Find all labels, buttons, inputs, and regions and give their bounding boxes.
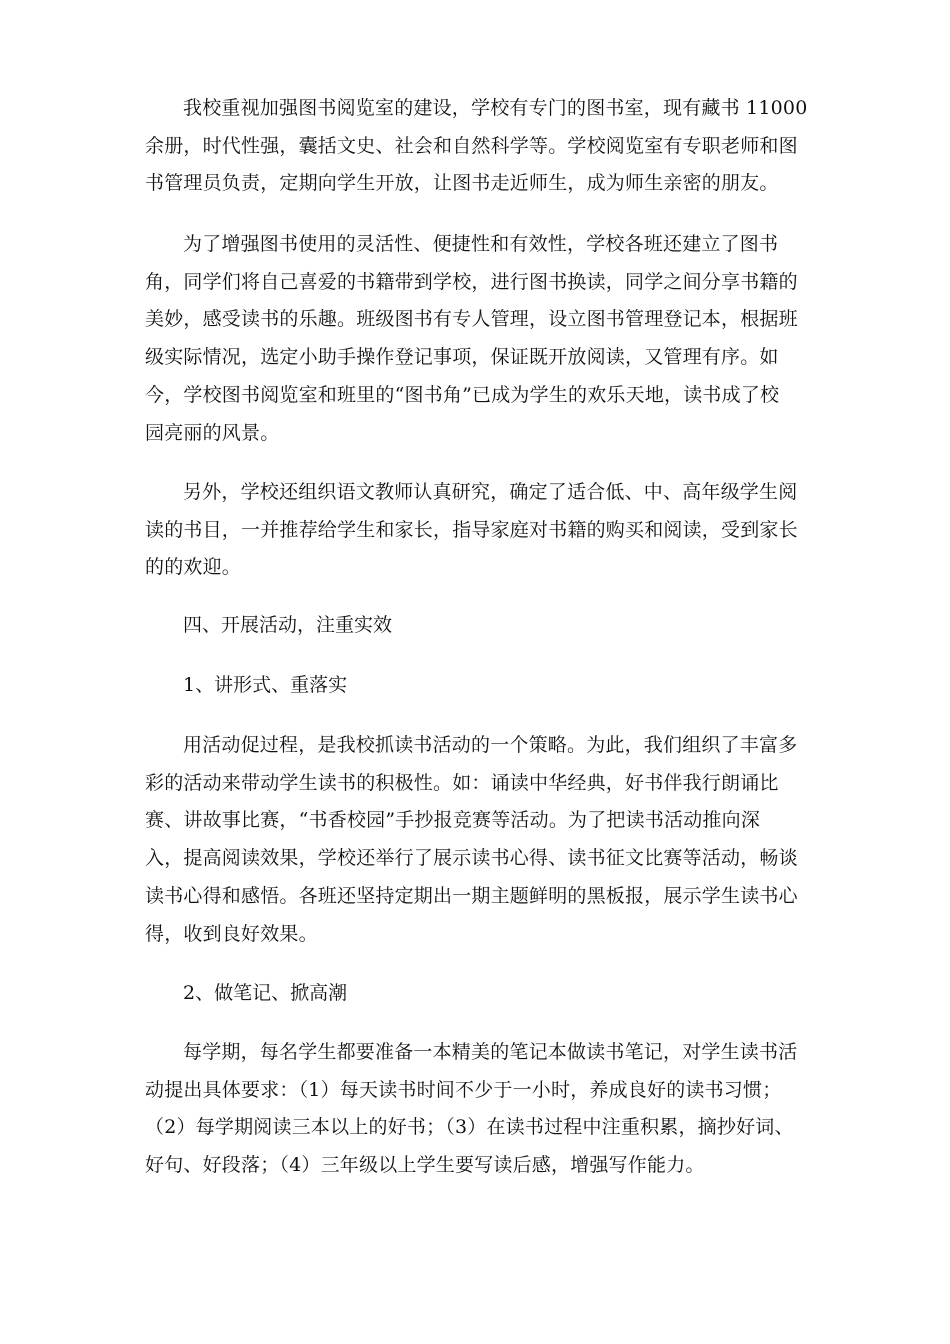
paragraph-book-corner — [145, 226, 815, 452]
text-line: 读的书目，一并推荐给学生和家长，指导家庭对书籍的购买和阅读，受到家长 — [145, 518, 798, 541]
text-line: 得，收到良好效果。 — [145, 922, 318, 945]
text-line: 我校重视加强图书阅览室的建设，学校有专门的图书室，现有藏书 11000 — [183, 97, 808, 119]
heading-text: 2、做笔记、掀高潮 — [183, 982, 348, 1004]
subheading-form-and-practice — [145, 667, 815, 705]
text-line: 书管理员负责，定期向学生开放，让图书走近师生，成为师生亲密的朋友。 — [145, 172, 779, 195]
text-line: 美妙，感受读书的乐趣。班级图书有专人管理，设立图书管理登记本，根据班 — [145, 308, 798, 331]
paragraph-library-construction — [145, 90, 815, 203]
heading-text: 1、讲形式、重落实 — [183, 674, 348, 696]
text-line: 赛、讲故事比赛，“书香校园”手抄报竞赛等活动。为了把读书活动推向深 — [145, 809, 761, 832]
text-line: 彩的活动来带动学生读书的积极性。如：诵读中华经典，好书伴我行朗诵比 — [145, 771, 779, 794]
paragraph-reading-list — [145, 474, 815, 587]
text-line: 另外，学校还组织语文教师认真研究，确定了适合低、中、高年级学生阅 — [183, 481, 798, 503]
text-line: 好句、好段落；（4）三年级以上学生要写读后感，增强写作能力。 — [145, 1154, 705, 1177]
heading-text: 四、开展活动，注重实效 — [183, 614, 393, 636]
text-line: 余册，时代性强，囊括文史、社会和自然科学等。学校阅览室有专职老师和图 — [145, 134, 798, 157]
paragraph-activities — [145, 727, 815, 953]
section-heading-activities — [145, 607, 815, 645]
text-line: 级实际情况，选定小助手操作登记事项，保证既开放阅读，又管理有序。如 — [145, 346, 779, 369]
text-line: 今，学校图书阅览室和班里的“图书角”已成为学生的欢乐天地，读书成了校 — [145, 383, 780, 406]
text-line: 读书心得和感悟。各班还坚持定期出一期主题鲜明的黑板报，展示学生读书心 — [145, 884, 798, 907]
text-line: 入，提高阅读效果，学校还举行了展示读书心得、读书征文比赛等活动，畅谈 — [145, 847, 798, 870]
text-line: 为了增强图书使用的灵活性、便捷性和有效性，学校各班还建立了图书 — [183, 233, 779, 255]
text-line: （2）每学期阅读三本以上的好书；（3）在读书过程中注重积累，摘抄好词、 — [145, 1116, 794, 1139]
text-line: 角，同学们将自己喜爱的书籍带到学校，进行图书换读，同学之间分享书籍的 — [145, 270, 798, 293]
text-line: 园亮丽的风景。 — [145, 421, 280, 444]
text-line: 每学期，每名学生都要准备一本精美的笔记本做读书笔记，对学生读书活 — [183, 1041, 798, 1063]
text-line: 动提出具体要求：（1）每天读书时间不少于一小时，养成良好的读书习惯； — [145, 1078, 782, 1101]
text-line: 用活动促过程，是我校抓读书活动的一个策略。为此，我们组织了丰富多 — [183, 734, 798, 756]
paragraph-reading-notes — [145, 1034, 815, 1185]
text-line: 的的欢迎。 — [145, 556, 242, 579]
subheading-notes — [145, 975, 815, 1013]
